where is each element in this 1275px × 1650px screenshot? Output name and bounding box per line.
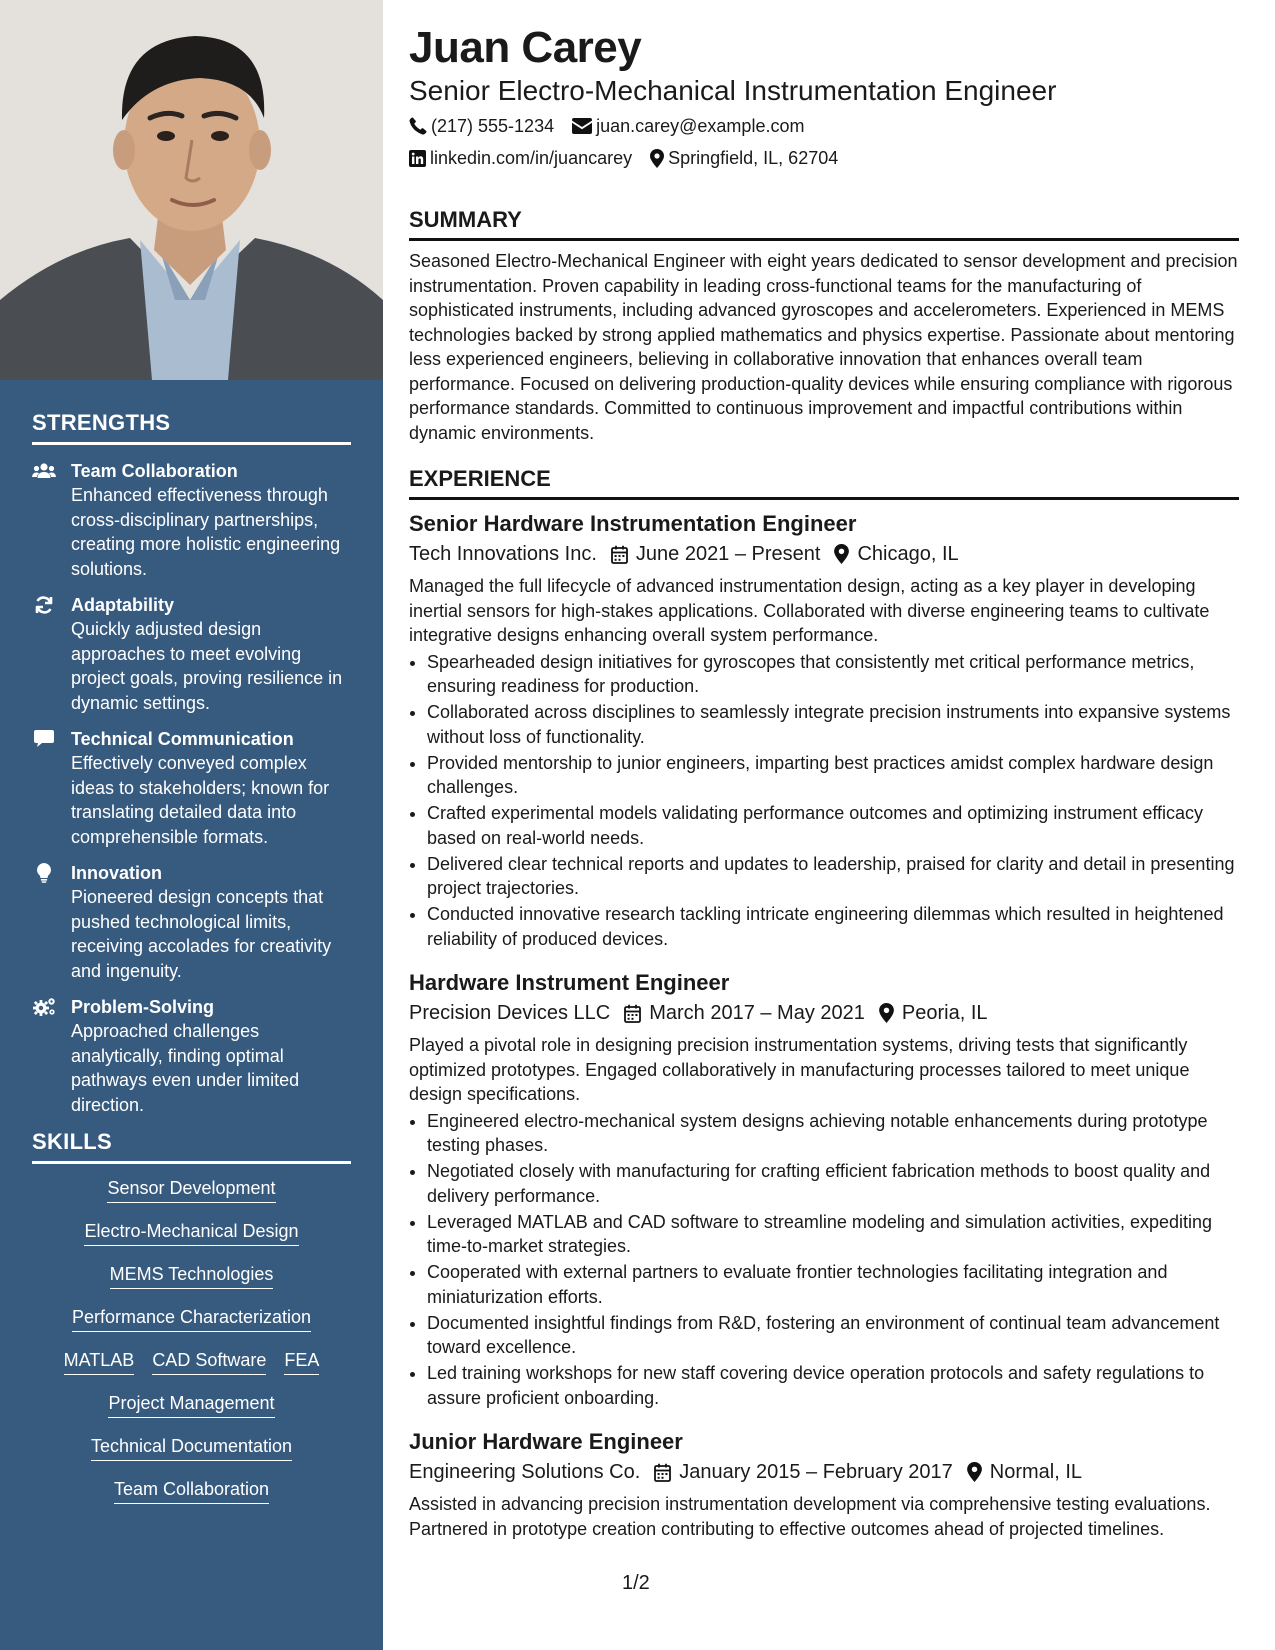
strength-item bbox=[32, 593, 351, 715]
calendar-icon bbox=[624, 1004, 641, 1023]
calendar-icon bbox=[611, 545, 628, 564]
skill-tag: Sensor Development bbox=[107, 1176, 275, 1203]
map-pin-icon bbox=[834, 544, 849, 564]
job-company: Precision Devices LLC bbox=[409, 1002, 611, 1024]
strength-description: Pioneered design concepts that pushed technological limits, receiving accolades for creativity and ingenuity. bbox=[71, 887, 332, 981]
page-number: 1/2 bbox=[622, 1572, 650, 1594]
phone-icon bbox=[409, 117, 427, 135]
strength-title: Technical Communication bbox=[71, 729, 294, 749]
job-summary: Assisted in advancing precision instrumentation development via comprehensive testing evaluations. Partnered in prototype creation contributing to effective outcomes ahead of projected timelines. bbox=[409, 1494, 1211, 1539]
job-bullet: • Cooperated with external partners to evaluate frontier technologies facilitating integration and miniaturization efforts. bbox=[427, 1260, 1239, 1309]
strength-description: Enhanced effectiveness through cross-disciplinary partnerships, creating more holistic engineering solutions. bbox=[71, 485, 341, 579]
strength-title: Problem-Solving bbox=[71, 997, 215, 1017]
job-bullet: • Delivered clear technical reports and updates to leadership, praised for clarity and detail in presenting project trajectories. bbox=[427, 852, 1239, 901]
skill-row bbox=[32, 1219, 351, 1246]
job-meta bbox=[409, 540, 1239, 568]
job-entry bbox=[409, 969, 1239, 1410]
job-bullet: • Collaborated across disciplines to seamlessly integrate precision instruments into expansive systems without loss of functionality. bbox=[427, 700, 1239, 749]
map-pin-icon bbox=[650, 149, 664, 168]
linkedin-icon bbox=[409, 150, 426, 167]
skill-tag: Team Collaboration bbox=[114, 1477, 269, 1504]
job-dates: March 2017 – May 2021 bbox=[649, 1002, 865, 1024]
job-location: Normal, IL bbox=[989, 1461, 1083, 1483]
job-company: Tech Innovations Inc. bbox=[409, 543, 597, 565]
skills-heading: SKILLS bbox=[32, 1129, 351, 1164]
contact-email[interactable] bbox=[572, 114, 804, 138]
job-location: Chicago, IL bbox=[857, 543, 959, 565]
job-location: Peoria, IL bbox=[901, 1002, 988, 1024]
skill-tag: Technical Documentation bbox=[91, 1434, 292, 1461]
job-entry bbox=[409, 1428, 1239, 1541]
gears-icon bbox=[32, 997, 56, 1017]
skill-row bbox=[32, 1348, 351, 1375]
job-bullet: • Documented insightful findings from R&D, fostering an environment of continual team advancement toward excellence. bbox=[427, 1311, 1239, 1360]
job-meta bbox=[409, 1458, 1239, 1486]
job-bullet: • Engineered electro-mechanical system designs achieving notable enhancements during prototype testing phases. bbox=[427, 1109, 1239, 1158]
job-title: Hardware Instrument Engineer bbox=[409, 970, 730, 995]
skill-tag: Project Management bbox=[108, 1391, 274, 1418]
contact-line bbox=[409, 114, 1239, 138]
strength-item bbox=[32, 727, 351, 849]
experience-heading: EXPERIENCE bbox=[409, 465, 1239, 500]
skills-section bbox=[32, 1129, 351, 1504]
strength-item bbox=[32, 995, 351, 1117]
job-bullet: • Spearheaded design initiatives for gyroscopes that consistently met critical performance metrics, ensuring readiness for production. bbox=[427, 650, 1239, 699]
sidebar-content bbox=[32, 410, 351, 1520]
sync-icon bbox=[32, 595, 56, 615]
job-dates: January 2015 – February 2017 bbox=[679, 1461, 953, 1483]
contact-linkedin[interactable] bbox=[409, 146, 632, 170]
strengths-heading: STRENGTHS bbox=[32, 410, 351, 445]
job-bullet: • Leveraged MATLAB and CAD software to streamline modeling and simulation activities, expediting time-to-market strategies. bbox=[427, 1210, 1239, 1259]
map-pin-icon bbox=[967, 1462, 982, 1482]
contact-phone[interactable] bbox=[409, 114, 554, 138]
skill-row bbox=[32, 1391, 351, 1418]
skill-row bbox=[32, 1434, 351, 1461]
strength-description: Quickly adjusted design approaches to meet evolving project goals, proving resilience in dynamic settings. bbox=[71, 619, 343, 713]
linkedin-text: linkedin.com/in/juancarey bbox=[430, 148, 633, 168]
strength-item bbox=[32, 861, 351, 983]
job-title: Senior Hardware Instrumentation Engineer bbox=[409, 511, 857, 536]
job-title: Junior Hardware Engineer bbox=[409, 1429, 683, 1454]
calendar-icon bbox=[654, 1463, 671, 1482]
skill-tag: MATLAB bbox=[64, 1348, 135, 1375]
job-dates: June 2021 – Present bbox=[635, 543, 821, 565]
users-icon bbox=[32, 461, 56, 481]
skill-row bbox=[32, 1305, 351, 1332]
strength-item bbox=[32, 459, 351, 581]
comment-icon bbox=[32, 729, 56, 749]
envelope-icon bbox=[572, 118, 592, 134]
phone-text: (217) 555-1234 bbox=[431, 116, 555, 136]
job-bullets bbox=[409, 1109, 1239, 1411]
skill-tag: Electro-Mechanical Design bbox=[84, 1219, 298, 1246]
summary-text: Seasoned Electro-Mechanical Engineer with eight years dedicated to sensor development and precision instrumentation. Proven capability in leading cross-functional teams for the manufacturing of sophisticated instruments, including advanced gyroscopes and accelerometers. Experienced in MEMS technologies backed by strong applied mathematics and physics expertise. Passionate about mentoring less experienced engineers, believing in collaborative innovation that enhances overall team performance. Focused on delivering production-quality devices while ensuring compliance with rigorous performance standards. Committed to continuous improvement and impactful contributions within dynamic environments. bbox=[409, 251, 1238, 443]
job-bullets bbox=[409, 650, 1239, 952]
job-bullet: • Negotiated closely with manufacturing for crafting efficient fabrication methods to boost quality and delivery performance. bbox=[427, 1159, 1239, 1208]
strength-description: Approached challenges analytically, finding optimal pathways even under limited direction. bbox=[71, 1021, 300, 1115]
job-bullet: • Conducted innovative research tackling intricate engineering dilemmas which resulted in heightened reliability of produced devices. bbox=[427, 902, 1239, 951]
contact-line bbox=[409, 146, 1239, 170]
strength-title: Innovation bbox=[71, 863, 162, 883]
strength-title: Team Collaboration bbox=[71, 461, 238, 481]
job-bullet: • Crafted experimental models validating performance outcomes and optimizing instrument efficacy based on real-world needs. bbox=[427, 801, 1239, 850]
candidate-role: Senior Electro-Mechanical Instrumentation Engineer bbox=[409, 75, 1057, 106]
job-meta bbox=[409, 999, 1239, 1027]
profile-photo bbox=[0, 0, 383, 380]
summary-heading: SUMMARY bbox=[409, 206, 1239, 241]
skill-tag: CAD Software bbox=[152, 1348, 266, 1375]
lightbulb-icon bbox=[32, 863, 56, 883]
sidebar bbox=[0, 0, 383, 1650]
strength-title: Adaptability bbox=[71, 595, 175, 615]
contact-location bbox=[650, 146, 838, 170]
skill-row bbox=[32, 1262, 351, 1289]
job-company: Engineering Solutions Co. bbox=[409, 1461, 641, 1483]
strength-description: Effectively conveyed complex ideas to stakeholders; known for translating detailed data into comprehensible formats. bbox=[71, 753, 330, 847]
skill-tag: FEA bbox=[284, 1348, 319, 1375]
skill-row bbox=[32, 1477, 351, 1504]
job-entry bbox=[409, 510, 1239, 951]
job-bullet: • Provided mentorship to junior engineers, imparting best practices amidst complex hardware design challenges. bbox=[427, 751, 1239, 800]
job-bullet: • Led training workshops for new staff covering device operation protocols and safety regulations to assure proficient onboarding. bbox=[427, 1361, 1239, 1410]
candidate-name: Juan Carey bbox=[409, 23, 642, 72]
job-summary: Played a pivotal role in designing precision instrumentation systems, driving tests that significantly optimized prototypes. Engaged collaboratively in manufacturing processes tailored to meet unique design specifications. bbox=[409, 1035, 1190, 1104]
map-pin-icon bbox=[879, 1003, 894, 1023]
skill-tag: MEMS Technologies bbox=[110, 1262, 274, 1289]
job-summary: Managed the full lifecycle of advanced instrumentation design, acting as a key player in developing inertial sensors for high-stakes applications. Collaborated with diverse engineering teams to cultivate integrative designs enhancing overall system performance. bbox=[409, 576, 1210, 645]
skill-row bbox=[32, 1176, 351, 1203]
skill-tag: Performance Characterization bbox=[72, 1305, 311, 1332]
location-text: Springfield, IL, 62704 bbox=[668, 148, 839, 168]
profile-photo-illustration bbox=[0, 0, 383, 380]
email-text: juan.carey@example.com bbox=[596, 116, 805, 136]
main-content bbox=[409, 22, 1239, 1541]
